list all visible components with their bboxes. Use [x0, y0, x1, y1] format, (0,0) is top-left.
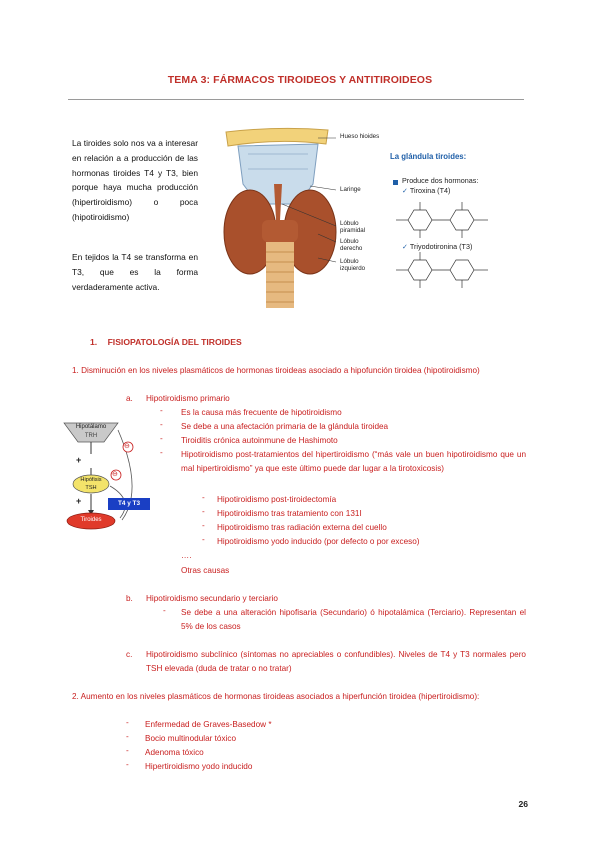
hormone-t4 — [402, 186, 450, 195]
thyroid-anatomy-illustration — [218, 124, 518, 314]
bullet-dash: - — [163, 606, 166, 615]
thyroid-anatomy-figure — [218, 124, 518, 314]
item-a-marker: a. — [126, 394, 133, 403]
item-b-marker: b. — [126, 594, 133, 603]
bullet-dash: - — [202, 521, 205, 530]
bullet-dash: - — [160, 420, 163, 429]
checkmark-icon: ✓ — [402, 186, 410, 195]
item-c-marker: c. — [126, 650, 133, 659]
sub-bullet-3: Hipotiroidismo tras radiación externa del cuello — [217, 523, 387, 532]
title-divider — [68, 99, 524, 100]
hormone-t3 — [402, 242, 472, 251]
sub-bullet-2: Hipotiroidismo tras tratamiento con 131I — [217, 509, 362, 518]
label-pyramidal-lobe: Lóbulo piramidal — [340, 220, 366, 234]
sub-bullet-4: Hipotiroidismo yodo inducido (por defecto o por exceso) — [217, 537, 420, 546]
bullet-dash: - — [126, 718, 129, 727]
hormone-t3-label: Triyodotironina (T3) — [409, 242, 473, 251]
section-title: FISIOPATOLOGÍA DEL TIROIDES — [107, 337, 242, 347]
gland-heading: La glándula tiroides: — [390, 152, 467, 161]
axis-thyroid: Tiroides — [80, 517, 102, 523]
bullet-dash: - — [202, 493, 205, 502]
sub-bullet-1: Hipotiroidismo post-tiroidectomía — [217, 495, 337, 504]
axis-trh: TRH — [84, 433, 98, 439]
item2-bullet-1: Enfermedad de Graves-Basedow * — [145, 720, 272, 729]
item2-bullet-2: Bocio multinodular tóxico — [145, 734, 237, 743]
axis-tsh: TSH — [85, 485, 97, 491]
minus-icon: ⊖ — [124, 443, 130, 450]
label-hyoid: Hueso hioides — [340, 133, 380, 140]
a-bullet-4: Hipotiroidismo post-tratamientos del hipertiroidismo (“más vale un buen hipotiroidismo que un mal hipertiroidismo” ya que este último puede dar lugar a la tirotoxicosis) — [181, 450, 526, 473]
label-left-lobe: Lóbulo izquierdo — [340, 258, 366, 272]
axis-plus-2: + — [76, 496, 82, 506]
label-right-lobe: Lóbulo derecho — [340, 238, 363, 252]
item2-bullet-3: Adenoma tóxico — [145, 748, 204, 757]
axis-hypothalamus: Hipotálamo — [75, 424, 107, 430]
item1-heading: 1. Disminución en los niveles plasmáticos de hormonas tiroideas asociado a hipofunción tiroidea (hipotiroidismo) — [72, 366, 480, 375]
hypothalamic-pituitary-axis-figure — [58, 420, 158, 532]
bullet-dash: - — [160, 406, 163, 415]
a-bullet-3: Tiroiditis crónica autoinmune de Hashimoto — [181, 436, 338, 445]
item-b-title: Hipotiroidismo secundario y terciario — [146, 594, 278, 603]
intro-paragraph-2: En tejidos la T4 se transforma en T3, que es la forma verdaderamente activa. — [72, 252, 198, 292]
a-bullet-1: Es la causa más frecuente de hipotiroidismo — [181, 408, 342, 417]
item-a-title: Hipotiroidismo primario — [146, 394, 230, 403]
axis-pituitary: Hipófisis — [80, 477, 102, 483]
other-causes: Otras causas — [181, 566, 230, 575]
hormones-box: T4 y T3 — [108, 498, 150, 510]
produces-text: Produce dos hormonas: — [402, 176, 479, 185]
checkmark-icon: ✓ — [402, 242, 410, 251]
item2-heading: 2. Aumento en los niveles plasmáticos de hormonas tiroideas asociados a hiperfunción tiroidea (hipertiroidismo): — [72, 692, 480, 701]
bullet-dash: - — [126, 760, 129, 769]
b-bullet: Se debe a una alteración hipofisaria (Secundario) ó hipotalámica (Terciario). Representan el 5% de los casos — [181, 608, 526, 631]
page-title: TEMA 3: FÁRMACOS TIROIDEOS Y ANTITIROIDEOS — [167, 74, 433, 86]
bullet-dash: - — [160, 448, 163, 457]
bullet-dash: - — [126, 732, 129, 741]
ellipsis: …. — [181, 551, 192, 560]
section-number: 1. — [90, 337, 98, 347]
section-heading — [90, 337, 242, 347]
intro-paragraph-1: La tiroides solo nos va a interesar en relación a a producción de las hormonas tiroides T4 y T3, bien porque haya mucha producción (hipertiroidismo) o poca (hipotiroidismo) — [72, 138, 198, 222]
bullet-dash: - — [126, 746, 129, 755]
minus-icon: ⊖ — [112, 471, 118, 478]
axis-plus-1: + — [76, 455, 82, 465]
hormone-t4-label: Tiroxina (T4) — [409, 186, 451, 195]
item2-bullet-4: Hipertiroidismo yodo inducido — [145, 762, 253, 771]
label-larynx: Laringe — [340, 186, 361, 193]
bullet-dash: - — [202, 535, 205, 544]
bullet-dash: - — [160, 434, 163, 443]
item-c-text: Hipotiroidismo subclínico (síntomas no apreciables o confundibles). Niveles de T4 y T3 normales pero TSH elevada (duda de tratar o no tratar) — [146, 650, 526, 673]
page-number: 26 — [518, 799, 528, 809]
bullet-dash: - — [202, 507, 205, 516]
a-bullet-2: Se debe a una afectación primaria de la glándula tiroidea — [181, 422, 389, 431]
